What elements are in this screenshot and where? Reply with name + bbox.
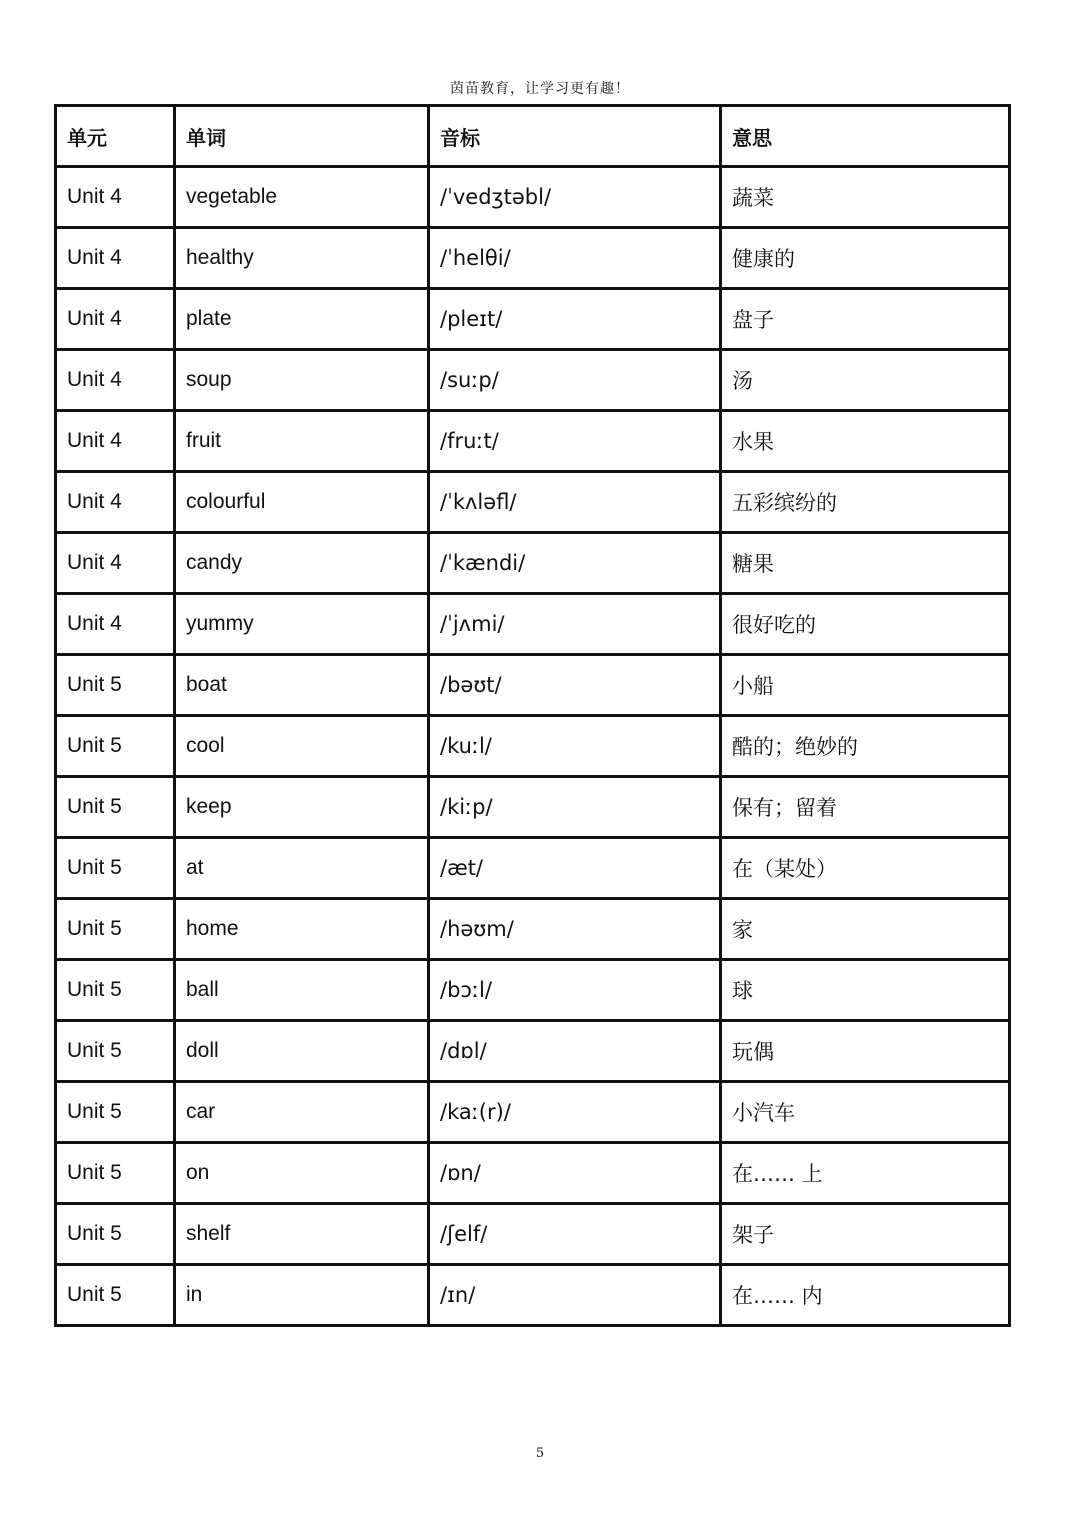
cell-meaning: 保有；留着 xyxy=(721,777,1010,838)
cell-word: shelf xyxy=(175,1204,429,1265)
cell-word: car xyxy=(175,1082,429,1143)
column-header-word: 单词 xyxy=(175,106,429,167)
table-row xyxy=(56,350,1010,411)
table-row xyxy=(56,899,1010,960)
cell-unit: Unit 5 xyxy=(56,960,175,1021)
cell-meaning: 玩偶 xyxy=(721,1021,1010,1082)
table-row xyxy=(56,594,1010,655)
cell-meaning: 酷的；绝妙的 xyxy=(721,716,1010,777)
cell-word: ball xyxy=(175,960,429,1021)
cell-phonetic: /æt/ xyxy=(429,838,721,899)
table-row xyxy=(56,167,1010,228)
cell-meaning: 架子 xyxy=(721,1204,1010,1265)
cell-phonetic: /bɔːl/ xyxy=(429,960,721,1021)
cell-meaning: 糖果 xyxy=(721,533,1010,594)
cell-meaning: 汤 xyxy=(721,350,1010,411)
cell-meaning: 五彩缤纷的 xyxy=(721,472,1010,533)
table-row xyxy=(56,1265,1010,1326)
cell-phonetic: /dɒl/ xyxy=(429,1021,721,1082)
cell-phonetic: /ˈjʌmi/ xyxy=(429,594,721,655)
table-row xyxy=(56,472,1010,533)
cell-unit: Unit 4 xyxy=(56,228,175,289)
cell-phonetic: /həʊm/ xyxy=(429,899,721,960)
table-row xyxy=(56,1143,1010,1204)
cell-phonetic: /kaː(r)/ xyxy=(429,1082,721,1143)
cell-phonetic: /suːp/ xyxy=(429,350,721,411)
cell-meaning: 蔬菜 xyxy=(721,167,1010,228)
cell-word: fruit xyxy=(175,411,429,472)
cell-unit: Unit 5 xyxy=(56,838,175,899)
cell-phonetic: /fruːt/ xyxy=(429,411,721,472)
table-row xyxy=(56,777,1010,838)
cell-word: colourful xyxy=(175,472,429,533)
cell-phonetic: /ɪn/ xyxy=(429,1265,721,1326)
cell-word: yummy xyxy=(175,594,429,655)
table-body xyxy=(56,167,1010,1326)
cell-word: at xyxy=(175,838,429,899)
cell-meaning: 健康的 xyxy=(721,228,1010,289)
cell-meaning: 水果 xyxy=(721,411,1010,472)
cell-unit: Unit 5 xyxy=(56,1021,175,1082)
cell-word: doll xyxy=(175,1021,429,1082)
table-row xyxy=(56,411,1010,472)
cell-meaning: 盘子 xyxy=(721,289,1010,350)
page-header: 茵苗教育，让学习更有趣！ xyxy=(450,81,630,97)
cell-unit: Unit 5 xyxy=(56,1265,175,1326)
table-row xyxy=(56,1021,1010,1082)
cell-unit: Unit 4 xyxy=(56,472,175,533)
page-number: 5 xyxy=(535,1446,545,1461)
cell-phonetic: /ˈhelθi/ xyxy=(429,228,721,289)
cell-phonetic: /pleɪt/ xyxy=(429,289,721,350)
cell-word: keep xyxy=(175,777,429,838)
cell-phonetic: /ˈkʌləfl/ xyxy=(429,472,721,533)
cell-unit: Unit 5 xyxy=(56,1082,175,1143)
cell-phonetic: /ˈkændi/ xyxy=(429,533,721,594)
cell-unit: Unit 5 xyxy=(56,716,175,777)
cell-unit: Unit 4 xyxy=(56,594,175,655)
table-row xyxy=(56,533,1010,594)
cell-phonetic: /kuːl/ xyxy=(429,716,721,777)
table-row xyxy=(56,1204,1010,1265)
cell-unit: Unit 5 xyxy=(56,899,175,960)
cell-unit: Unit 4 xyxy=(56,289,175,350)
table-row xyxy=(56,960,1010,1021)
cell-phonetic: /ʃelf/ xyxy=(429,1204,721,1265)
table-row xyxy=(56,228,1010,289)
cell-word: cool xyxy=(175,716,429,777)
cell-word: soup xyxy=(175,350,429,411)
table-header-row xyxy=(56,106,1010,167)
cell-meaning: 家 xyxy=(721,899,1010,960)
cell-word: healthy xyxy=(175,228,429,289)
table-row xyxy=(56,716,1010,777)
cell-meaning: 在（某处） xyxy=(721,838,1010,899)
table-row xyxy=(56,1082,1010,1143)
cell-word: on xyxy=(175,1143,429,1204)
vocabulary-table xyxy=(54,104,1011,1327)
cell-phonetic: /ɒn/ xyxy=(429,1143,721,1204)
cell-unit: Unit 5 xyxy=(56,655,175,716)
cell-unit: Unit 4 xyxy=(56,350,175,411)
table-row xyxy=(56,655,1010,716)
cell-meaning: 小汽车 xyxy=(721,1082,1010,1143)
column-header-meaning: 意思 xyxy=(721,106,1010,167)
cell-word: plate xyxy=(175,289,429,350)
cell-unit: Unit 4 xyxy=(56,167,175,228)
cell-word: home xyxy=(175,899,429,960)
cell-word: candy xyxy=(175,533,429,594)
cell-word: boat xyxy=(175,655,429,716)
cell-meaning: 在…… 内 xyxy=(721,1265,1010,1326)
cell-unit: Unit 4 xyxy=(56,533,175,594)
cell-unit: Unit 5 xyxy=(56,1204,175,1265)
cell-word: vegetable xyxy=(175,167,429,228)
cell-phonetic: /kiːp/ xyxy=(429,777,721,838)
cell-meaning: 球 xyxy=(721,960,1010,1021)
cell-word: in xyxy=(175,1265,429,1326)
column-header-unit: 单元 xyxy=(56,106,175,167)
table-row xyxy=(56,289,1010,350)
column-header-phonetic: 音标 xyxy=(429,106,721,167)
table-row xyxy=(56,838,1010,899)
cell-meaning: 很好吃的 xyxy=(721,594,1010,655)
cell-unit: Unit 5 xyxy=(56,1143,175,1204)
cell-phonetic: /ˈvedʒtəbl/ xyxy=(429,167,721,228)
cell-unit: Unit 5 xyxy=(56,777,175,838)
cell-meaning: 在…… 上 xyxy=(721,1143,1010,1204)
cell-unit: Unit 4 xyxy=(56,411,175,472)
cell-phonetic: /bəʊt/ xyxy=(429,655,721,716)
cell-meaning: 小船 xyxy=(721,655,1010,716)
